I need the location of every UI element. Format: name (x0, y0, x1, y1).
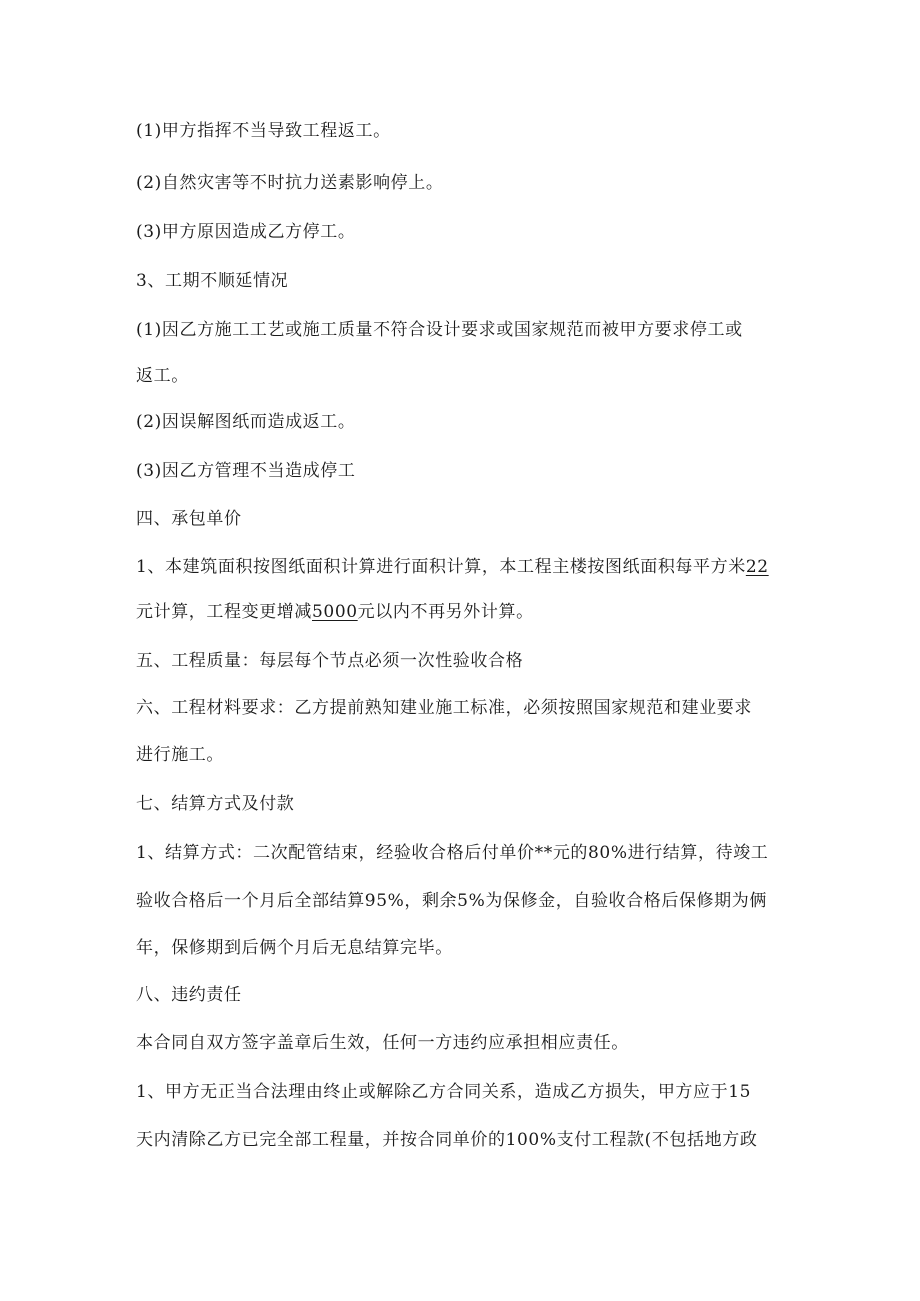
clause-text-line: 本合同自双方签字盖章后生效，任何一方违约应承担相应责任。 (136, 1033, 629, 1053)
section-heading: 四、承包单价 (136, 509, 242, 529)
clause-text-line: 进行施工。 (136, 745, 224, 765)
section-heading: 3、工期不顺延情况 (136, 271, 289, 291)
clause-text-line: (2)因误解图纸而造成返工。 (136, 412, 356, 432)
clause-text-line: 返工。 (136, 366, 189, 386)
clause-text-line: (2)自然灾害等不时抗力送素影响停上。 (136, 173, 444, 193)
clause-text-line: (3)因乙方管理不当造成停工 (136, 461, 356, 481)
clause-text: 元计算，工程变更增减 (136, 602, 312, 622)
clause-text-line: 1、结算方式：二次配管结束，经验收合格后付单价**元的80%进行结算，待竣工 (136, 843, 769, 863)
clause-text-line: (1)甲方指挥不当导致工程返工。 (136, 121, 391, 141)
section-heading: 六、工程材料要求：乙方提前熟知建业施工标准，必须按照国家规范和建业要求 (136, 698, 752, 718)
unit-price-line (136, 601, 796, 623)
underlined-value: 5000 (312, 602, 358, 622)
section-heading: 七、结算方式及付款 (136, 794, 295, 814)
clause-text: 元以内不再另外计算。 (357, 602, 534, 622)
unit-price-line (136, 556, 796, 578)
clause-text-line: 验收合格后一个月后全部结算95%，剩余5%为保修金，自验收合格后保修期为俩 (136, 891, 767, 911)
clause-text: 1、本建筑面积按图纸面积计算进行面积计算，本工程主楼按图纸面积每平方米 (136, 557, 746, 577)
clause-text-line: 1、甲方无正当合法理由终止或解除乙方合同关系，造成乙方损失，甲方应于15 (136, 1082, 752, 1102)
section-heading: 五、工程质量：每层每个节点必须一次性验收合格 (136, 651, 524, 671)
section-heading: 八、违约责任 (136, 985, 242, 1005)
underlined-value: 22 (745, 557, 769, 577)
clause-text-line: 年，保修期到后俩个月后无息结算完毕。 (136, 938, 453, 958)
clause-text-line: 天内清除乙方已完全部工程量，并按合同单价的100%支付工程款(不包括地方政 (136, 1130, 758, 1150)
clause-text-line: (3)甲方原因造成乙方停工。 (136, 222, 356, 242)
clause-text-line: (1)因乙方施工工艺或施工质量不符合设计要求或国家规范而被甲方要求停工或 (136, 320, 743, 340)
